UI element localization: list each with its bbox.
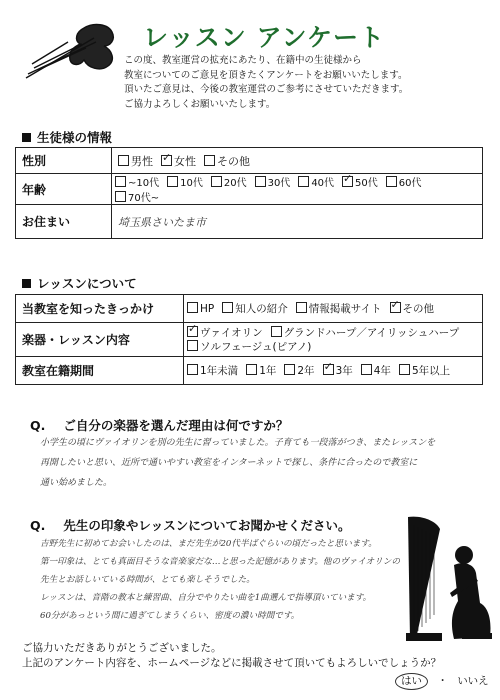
gender-option[interactable]: 男性	[118, 155, 153, 168]
checkbox[interactable]	[204, 155, 215, 166]
checkbox[interactable]	[298, 176, 309, 187]
age-option[interactable]: 40代	[298, 178, 334, 189]
consent-question: 上記のアンケート内容を、ホームページなどに掲載させて頂いてもよろしいでしょうか？	[22, 657, 442, 669]
checkbox[interactable]	[211, 176, 222, 187]
thanks-text: ご協力いただきありがとうございました。	[22, 642, 222, 654]
checkbox[interactable]	[323, 364, 334, 375]
checkbox[interactable]	[342, 176, 353, 187]
instrument-option[interactable]: ✓ヴァイオリン	[187, 327, 263, 339]
checkbox[interactable]	[255, 176, 266, 187]
checkbox[interactable]	[361, 364, 372, 375]
source-options	[184, 295, 483, 323]
checkbox[interactable]	[271, 326, 282, 337]
source-label: 当教室を知ったきっかけ	[16, 295, 184, 323]
period-option[interactable]: 1年	[246, 365, 276, 377]
period-option[interactable]: 5年以上	[399, 365, 450, 377]
source-option[interactable]: ✓ その他	[390, 303, 435, 315]
checkbox[interactable]	[390, 302, 401, 313]
instrument-options	[184, 323, 483, 357]
checkbox[interactable]	[296, 302, 307, 313]
age-option[interactable]: 10代	[167, 178, 203, 189]
age-options	[112, 174, 483, 205]
checkbox[interactable]	[161, 155, 172, 166]
checkbox[interactable]	[284, 364, 295, 375]
source-option[interactable]: 知人の紹介	[222, 303, 288, 315]
checkbox[interactable]	[187, 340, 198, 351]
consent-answer: はい ・ いいえ	[395, 673, 489, 690]
question-2: Q. 先生の印象やレッスンについてお聞かせください。	[30, 518, 351, 533]
period-option[interactable]: ✓ 3年	[323, 365, 353, 377]
checkbox[interactable]	[118, 155, 129, 166]
answer-2: 吉野先生に初めてお会いしたのは、まだ先生が20代半ばぐらいの頃だったと思います。 第一印象は、とても真面目そうな音楽家だな…と思った記憶があります。他のヴァイオリンの 先生とお話しいている時間が、とても楽しそうでした。 レッスンは、音階の教本と練習曲、自分でやりたい曲を1曲選んで指導頂いています。 60分があっという間に過ぎてしまうくらい、密度の濃い時間です。	[40, 539, 400, 621]
lesson-info-table	[15, 294, 483, 385]
gender-option[interactable]: ✓ 女性	[161, 155, 196, 168]
checkbox[interactable]	[246, 364, 257, 375]
intro-text: この度、教室運営の拡充にあたり、在籍中の生徒様から 教室についてのご意見を頂きたくアンケートをお願いいたします。 頂いたご意見は、今後の教室運営のご参考にさせていただきます。 ご協力よろしくお願いいたします。	[124, 55, 409, 110]
age-option[interactable]: 30代	[255, 178, 291, 189]
harp-player-illustration	[402, 515, 498, 645]
violin-icon	[24, 20, 124, 80]
age-option[interactable]: 20代	[211, 178, 247, 189]
gender-option[interactable]: その他	[204, 155, 250, 168]
instrument-option[interactable]: グランドハープ／アイリッシュハープ	[271, 327, 460, 339]
gender-label: 性別	[16, 148, 112, 174]
checkbox[interactable]	[399, 364, 410, 375]
period-option[interactable]: 4年	[361, 365, 391, 377]
consent-yes-option[interactable]: はい	[395, 673, 428, 690]
question-1: Q. ご自分の楽器を選んだ理由は何ですか？	[30, 418, 289, 433]
checkbox[interactable]	[115, 176, 126, 187]
instrument-label: 楽器・レッスン内容	[16, 323, 184, 357]
source-option[interactable]: HP	[187, 303, 214, 315]
checkbox[interactable]	[386, 176, 397, 187]
age-option[interactable]: ~10代	[115, 178, 159, 189]
age-label: 年齢	[16, 174, 112, 205]
checkbox[interactable]	[187, 364, 198, 375]
address-value: 埼玉県さいたま市	[118, 215, 206, 229]
source-option[interactable]: 情報掲載サイト	[296, 303, 382, 315]
checkbox[interactable]	[115, 191, 126, 202]
gender-options	[112, 148, 483, 174]
age-option[interactable]: ✓ 50代	[342, 178, 378, 189]
checkbox[interactable]	[187, 326, 198, 337]
student-info-table	[15, 147, 483, 239]
page-title: レッスン アンケート	[143, 23, 385, 52]
address-field[interactable]	[112, 205, 483, 239]
period-option[interactable]: 2年	[284, 365, 314, 377]
answer-1: 小学生の頃にヴァイオリンを別の先生に習っていました。子育ても一段落がつき、またレッスンを 再開したいと思い、近所で通いやすい教室をインターネットで探し、条件に合ったので教室に 通い始めました。	[40, 438, 436, 488]
period-option[interactable]: 1年未満	[187, 365, 238, 377]
section-heading-lesson: レッスンについて	[22, 274, 137, 292]
period-label: 教室在籍期間	[16, 357, 184, 385]
checkbox[interactable]	[222, 302, 233, 313]
consent-no-option[interactable]: いいえ	[457, 675, 489, 687]
address-label: お住まい	[16, 205, 112, 239]
checkbox[interactable]	[187, 302, 198, 313]
period-options	[184, 357, 483, 385]
age-option[interactable]: 60代	[386, 178, 422, 189]
checkbox[interactable]	[167, 176, 178, 187]
section-heading-student: 生徒様の情報	[22, 128, 112, 146]
instrument-option[interactable]: ソルフェージュ(ピアノ)	[187, 341, 311, 353]
age-option[interactable]: 70代~	[115, 193, 159, 204]
